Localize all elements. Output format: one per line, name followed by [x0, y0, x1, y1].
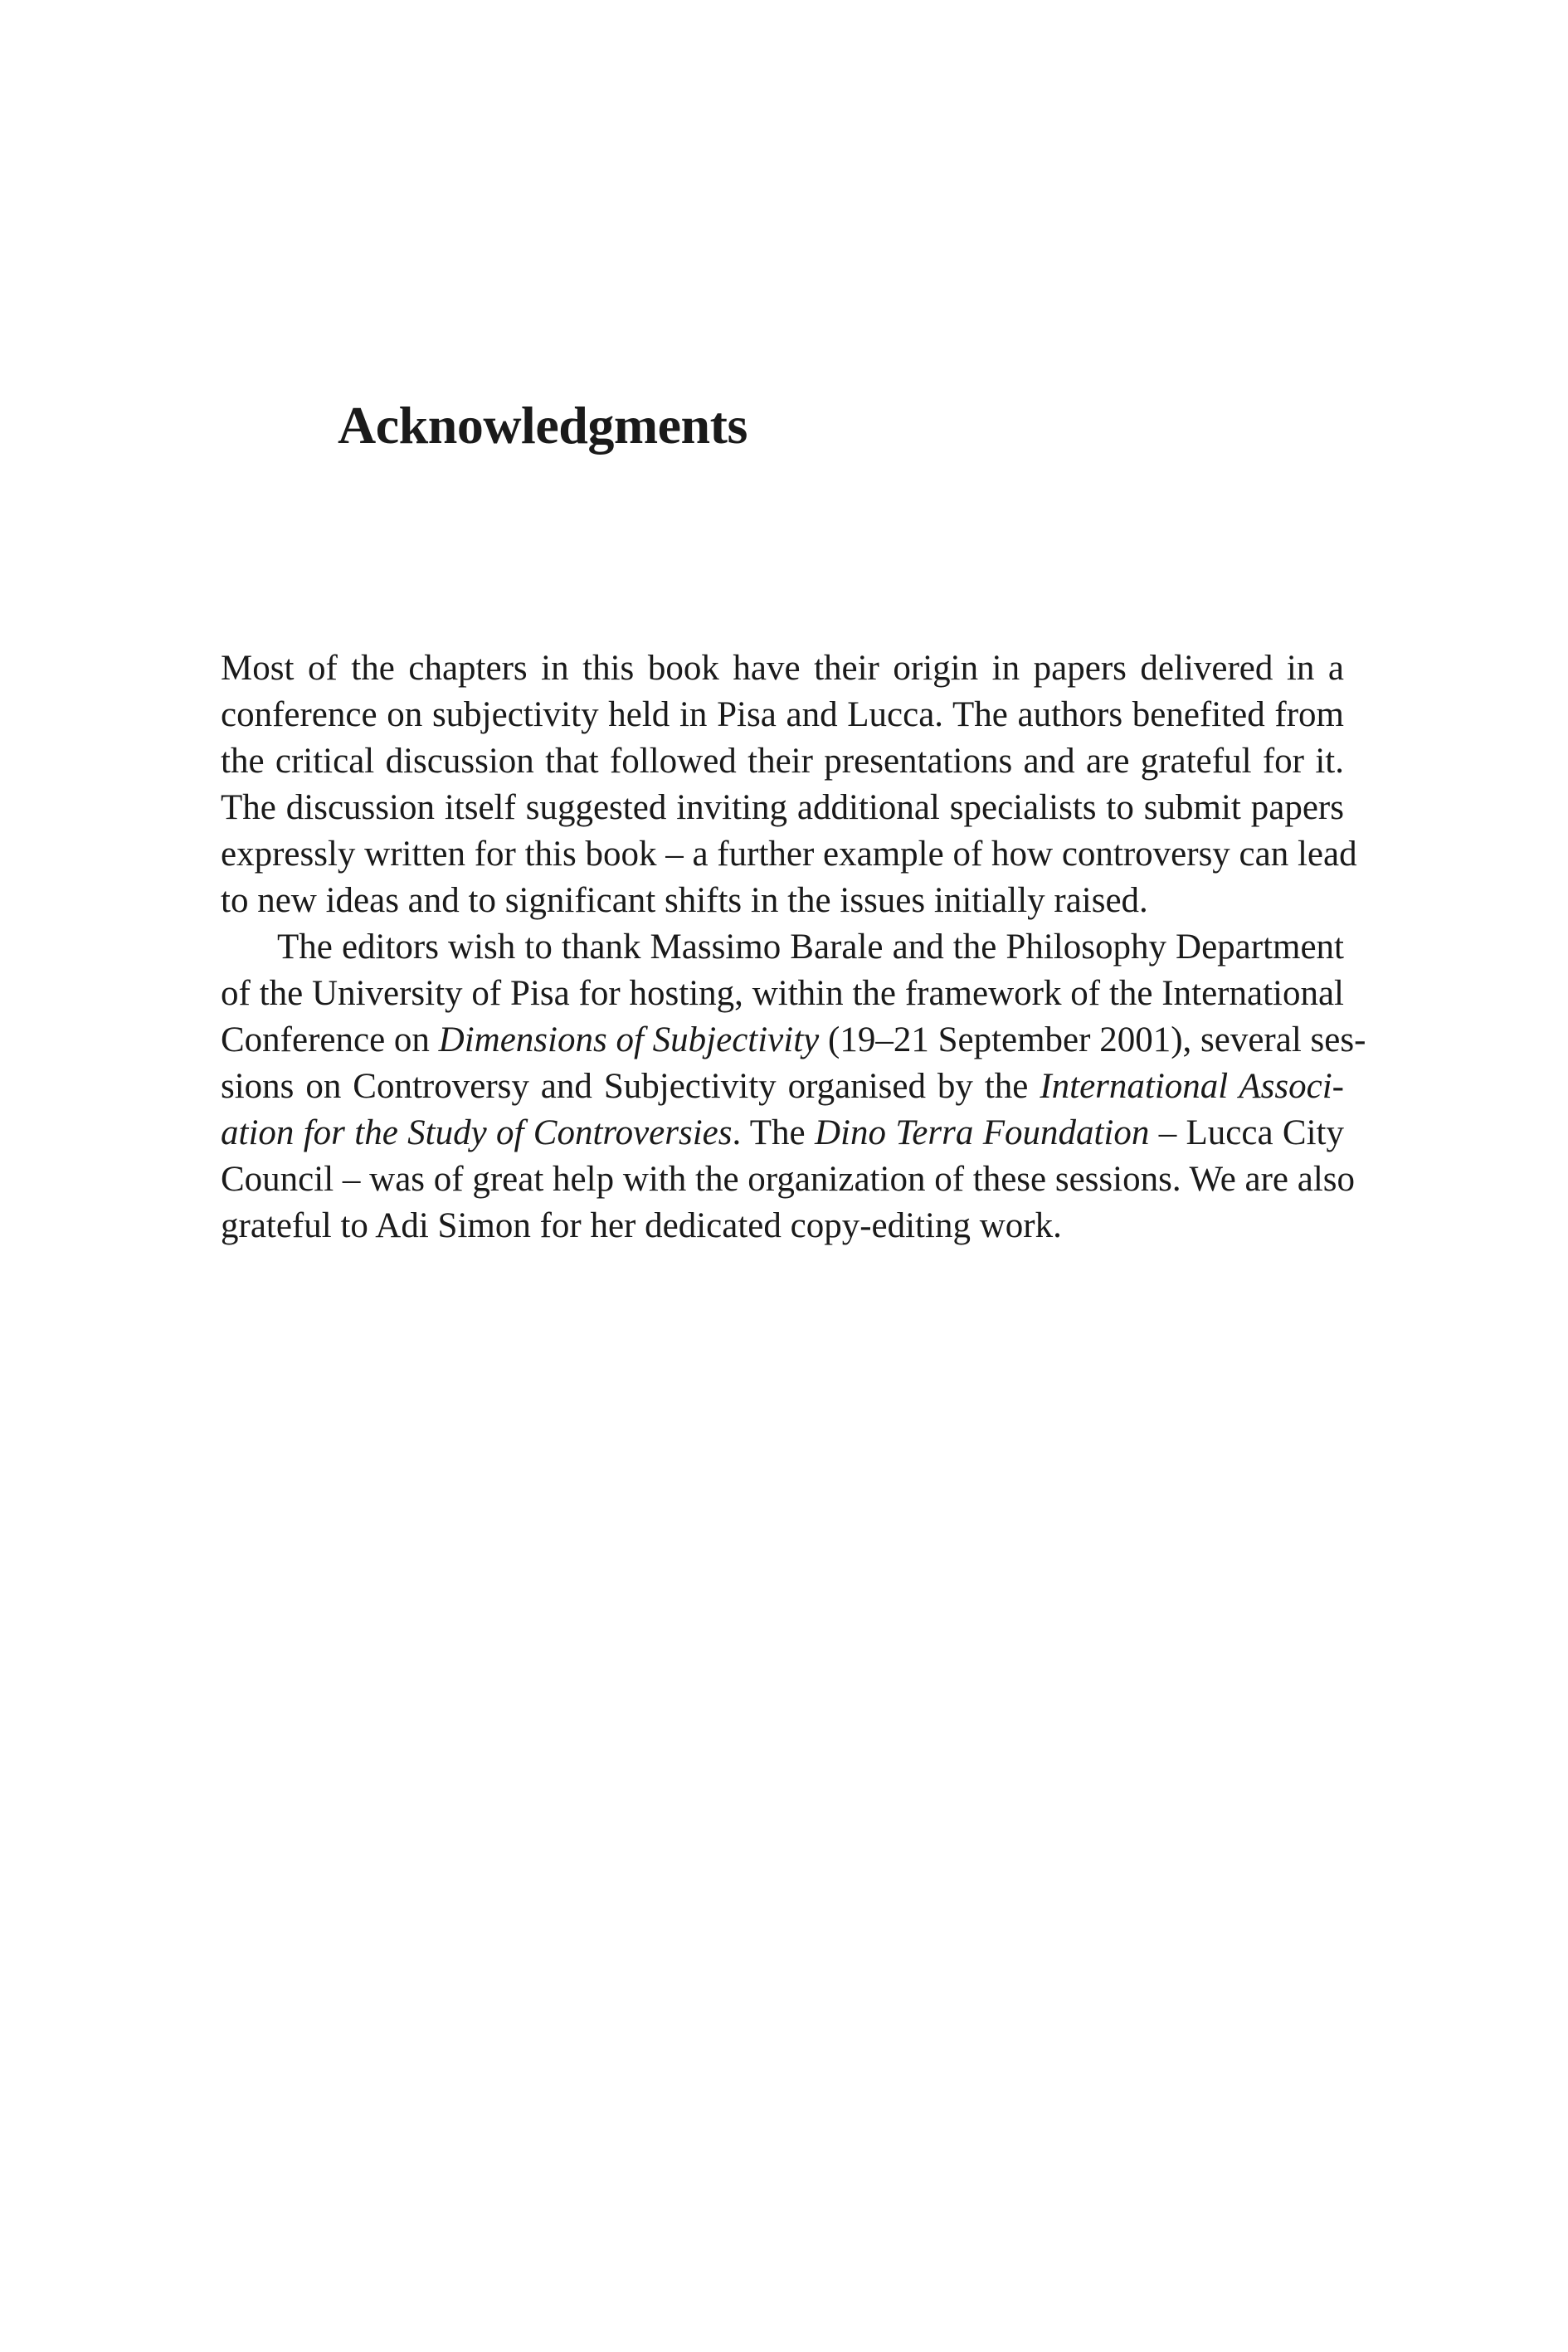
text-line: Most of the chapters in this book have their origin in papers delivered in a	[221, 649, 1344, 688]
paragraph-1	[221, 645, 1357, 924]
text-line: Council – was of great help with the organization of these sessions. We are also	[221, 1160, 1356, 1199]
text-line: The editors wish to thank Massimo Barale and the Philosophy Department	[277, 928, 1344, 967]
text-line: expressly written for this book – a further example of how controversy can lead	[221, 835, 1357, 874]
text-line	[221, 1017, 1366, 1064]
text-line: the critical discussion that followed their presentations and are grateful for it.	[221, 742, 1344, 781]
paragraph-2	[221, 924, 1366, 1249]
text-segment: (19–21 September 2001), several ses-	[819, 1020, 1366, 1059]
italic-organization: International Associ-	[1040, 1067, 1344, 1106]
page-title: Acknowledgments	[338, 396, 747, 455]
text-line: grateful to Adi Simon for her dedicated copy-editing work.	[221, 1206, 1062, 1245]
text-line	[221, 1110, 1344, 1157]
text-line: to new ideas and to significant shifts in the issues initially raised.	[221, 881, 1148, 920]
italic-foundation: Dino Terra Foundation	[814, 1113, 1150, 1152]
text-segment: Conference on	[221, 1020, 439, 1059]
text-line: of the University of Pisa for hosting, within the framework of the International	[221, 974, 1344, 1013]
text-line	[221, 1064, 1344, 1110]
italic-title: Dimensions of Subjectivity	[438, 1020, 820, 1059]
text-line: conference on subjectivity held in Pisa and Lucca. The authors benefited from	[221, 695, 1344, 734]
text-line: The discussion itself suggested inviting additional specialists to submit papers	[221, 788, 1344, 827]
text-segment: sions on Controversy and Subjectivity organised by the	[221, 1067, 1040, 1106]
text-segment: – Lucca City	[1149, 1113, 1344, 1152]
text-segment: . The	[732, 1113, 815, 1152]
italic-organization: ation for the Study of Controversies	[221, 1113, 733, 1152]
body-text	[221, 645, 1366, 1249]
